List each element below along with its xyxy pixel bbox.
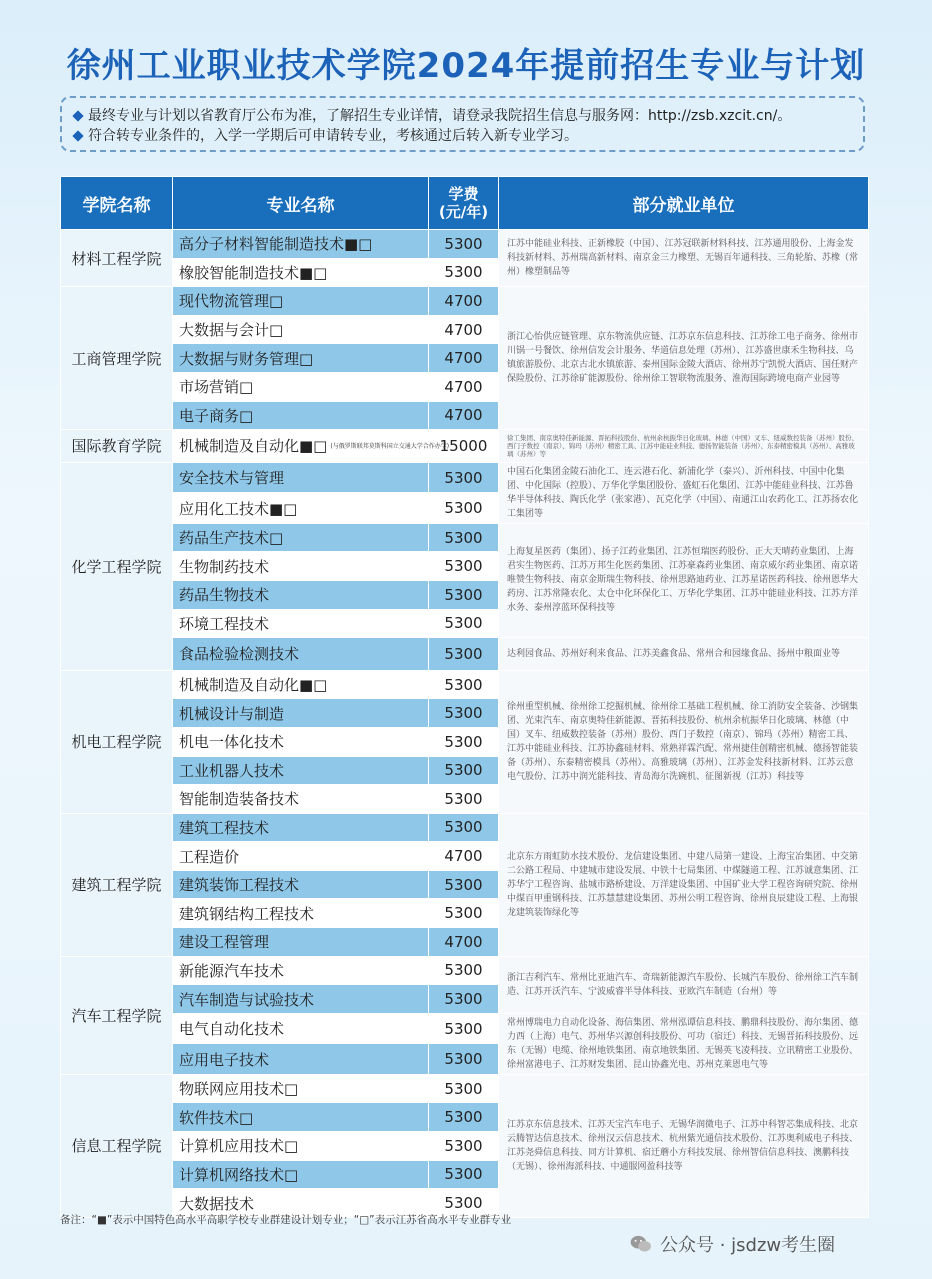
major-cell: 电子商务□ [173, 401, 429, 430]
table-row [61, 813, 869, 842]
fee-cell: 4700 [429, 372, 499, 401]
fee-cell: 4700 [429, 315, 499, 344]
fee-cell: 5300 [429, 785, 499, 814]
diamond-bullet-icon [72, 110, 83, 121]
employers-cell: 徐工集团、南京奥特佳新能源、晋拓科技股份、杭州余杭振华日化玻璃、林德（中国）叉车、纽威数控装备（苏州）股份、西门子数控（南京）、锦玛（苏州）精密工具、江苏中能硅业科技、德扬智能装备（苏州）、东泰精密模具（苏州）、高雅玻璃（苏州）等 [499, 430, 869, 463]
major-cell: 建筑钢结构工程技术 [173, 899, 429, 928]
college-cell: 国际教育学院 [61, 430, 173, 463]
major-cell: 大数据技术 [173, 1189, 429, 1218]
major-cell: 现代物流管理□ [173, 287, 429, 316]
table-row [61, 462, 869, 493]
fee-cell: 5300 [429, 699, 499, 728]
watermark [630, 1231, 835, 1257]
header-major: 专业名称 [173, 177, 429, 230]
college-cell: 建筑工程学院 [61, 813, 173, 956]
wechat-icon [630, 1235, 652, 1253]
notice-box [60, 96, 865, 152]
major-note: (与俄罗斯联邦莫斯科国立交通大学合作办学) [330, 443, 450, 451]
fee-cell: 5300 [429, 670, 499, 699]
major-cell: 建设工程管理 [173, 928, 429, 957]
major-cell: 新能源汽车技术 [173, 956, 429, 985]
employers-cell: 上海复星医药（集团）、扬子江药业集团、江苏恒瑞医药股份、正大天晴药业集团、上海君实生物医药、江苏万邦生化医药集团、江苏豪森药业集团、南京威尔药业集团、南京诺唯赞生物科技、南京金斯瑞生物科技、徐州思路迪药业、江苏星诺医药科技、徐州恩华大药房、江苏常隆农化、太仓中化环保化工、万华化学集团、江苏中能硅业科技、江苏方洋水务、泰州淳蓝环保科技等 [499, 523, 869, 637]
fee-cell: 5300 [429, 899, 499, 928]
major-cell: 物联网应用技术□ [173, 1074, 429, 1103]
major-cell: 计算机网络技术□ [173, 1160, 429, 1189]
major-cell [173, 430, 450, 463]
employers-cell: 常州博瑞电力自动化设备、海信集团、常州泓谭信息科技、鹏鼎科技股份、海尔集团、德力西（上海）电气、苏州华兴源创科技股份、可功（宿迁）科技、无锡晋拓科技股份、远东（无锡）电缆、徐州地铁集团、南京地铁集团、无锡英飞凌科技、立讯精密工业股份、徐州富港电子、江苏财发集团、昆山协鑫光电、苏州克莱恩电气等 [499, 1013, 869, 1074]
header-employers: 部分就业单位 [499, 177, 869, 230]
college-cell: 化学工程学院 [61, 462, 173, 670]
header-fee-line2: (元/年) [438, 203, 489, 221]
fee-cell: 5300 [429, 1074, 499, 1103]
fee-cell: 5300 [429, 985, 499, 1014]
fee-cell: 5300 [429, 580, 499, 609]
major-cell: 应用化工技术■□ [173, 493, 429, 524]
fee-cell: 5300 [429, 756, 499, 785]
fee-cell: 5300 [429, 1189, 499, 1218]
fee-cell: 5300 [429, 1132, 499, 1161]
major-cell: 机械制造及自动化■□ [173, 670, 429, 699]
major-cell: 食品检验检测技术 [173, 638, 429, 671]
fee-cell: 15000 [429, 430, 499, 463]
major-cell: 电气自动化技术 [173, 1013, 429, 1044]
table-row [61, 430, 869, 463]
major-cell: 橡胶智能制造技术■□ [173, 258, 429, 287]
table-row [61, 638, 869, 671]
table-row [61, 523, 869, 552]
major-name: 机械制造及自动化■□ [179, 437, 328, 456]
notice-text-2: 符合转专业条件的，入学一学期后可申请转专业，考核通过后转入新专业学习。 [88, 128, 578, 144]
fee-cell: 5300 [429, 230, 499, 259]
fee-cell: 5300 [429, 813, 499, 842]
fee-cell: 4700 [429, 287, 499, 316]
employers-cell: 中国石化集团金陵石油化工、连云港石化、新浦化学（泰兴）、沂州科技、中国中化集团、中化国际（控股）、万华化学集团股份、盛虹石化集团、江苏中能硅业科技、江苏鲁华半导体科技、陶氏化学（张家港）、瓦克化学（中国）、南通江山农药化工、江苏扬农化工集团等 [499, 462, 869, 523]
table-row [61, 230, 869, 259]
table-row [61, 287, 869, 316]
major-cell: 环境工程技术 [173, 609, 429, 638]
watermark-text: 公众号 · jsdzw考生圈 [660, 1235, 836, 1256]
major-cell: 计算机应用技术□ [173, 1132, 429, 1161]
fee-cell: 4700 [429, 344, 499, 373]
notice-text-1: 最终专业与计划以省教育厅公布为准，了解招生专业详情，请登录我院招生信息与服务网：http://zsb.xzcit.cn/。 [88, 108, 792, 124]
major-cell: 软件技术□ [173, 1103, 429, 1132]
college-cell: 工商管理学院 [61, 287, 173, 430]
fee-cell: 5300 [429, 1160, 499, 1189]
major-cell: 大数据与会计□ [173, 315, 429, 344]
employers-cell: 浙江吉利汽车、常州比亚迪汽车、奇瑞新能源汽车股份、长城汽车股份、徐州徐工汽车制造、江苏开沃汽车、宁波威睿半导体科技、亚欧汽车制造（台州）等 [499, 956, 869, 1013]
fee-cell: 5300 [429, 552, 499, 581]
major-cell: 应用电子技术 [173, 1044, 429, 1075]
footnote: 备注：“■”表示中国特色高水平高职学校专业群建设计划专业；“□”表示江苏省高水平专业群专业 [60, 1214, 512, 1226]
major-cell: 市场营销□ [173, 372, 429, 401]
major-cell: 智能制造装备技术 [173, 785, 429, 814]
diamond-bullet-icon [72, 130, 83, 141]
college-cell: 机电工程学院 [61, 670, 173, 813]
major-cell: 工程造价 [173, 842, 429, 871]
fee-cell: 5300 [429, 727, 499, 756]
fee-cell: 4700 [429, 928, 499, 957]
notice-line-1 [74, 106, 851, 126]
header-college: 学院名称 [61, 177, 173, 230]
major-cell: 安全技术与管理 [173, 462, 429, 493]
fee-cell: 5300 [429, 956, 499, 985]
page-title: 徐州工业职业技术学院2024年提前招生专业与计划 [66, 46, 866, 86]
major-cell: 高分子材料智能制造技术■□ [173, 230, 429, 259]
major-cell: 药品生产技术□ [173, 523, 429, 552]
fee-cell: 5300 [429, 638, 499, 671]
header-fee-line1: 学费 [448, 185, 479, 203]
major-cell: 大数据与财务管理□ [173, 344, 429, 373]
major-cell: 药品生物技术 [173, 580, 429, 609]
employers-cell: 浙江心怡供应链管理、京东物流供应链、江苏京东信息科技、江苏徐工电子商务、徐州市川锅一号餐饮、徐州信发会计服务、华道信息处理（苏州）、江苏盛世康禾生物科技、乌镇旅游股份、北京古北水镇旅游、泰州国际金陵大酒店、徐州苏宁凯悦大酒店、国任财产保险股份、江苏徐矿能源股份、徐州徐工智联物流服务、淮海国际跨境电商产业园等 [499, 287, 869, 430]
employers-cell: 江苏中能硅业科技、正新橡胶（中国）、江苏冠联新材料科技、江苏通用股份、上海金发科技新材料、苏州瑞高新材料、南京金三力橡塑、无锡百年通科技、三角轮胎、苏橡（常州）橡塑制品等 [499, 230, 869, 287]
employers-cell: 达利园食品、苏州好利来食品、江苏美鑫食品、常州合和园缘食品、扬州中粮面业等 [499, 638, 869, 671]
fee-cell: 5300 [429, 1013, 499, 1044]
header-fee [429, 177, 499, 230]
fee-cell: 5300 [429, 609, 499, 638]
notice-line-2 [74, 126, 851, 146]
major-cell: 工业机器人技术 [173, 756, 429, 785]
major-cell: 汽车制造与试验技术 [173, 985, 429, 1014]
fee-cell: 4700 [429, 842, 499, 871]
major-cell: 机械设计与制造 [173, 699, 429, 728]
table-row [61, 956, 869, 985]
fee-cell: 5300 [429, 493, 499, 524]
table-row [61, 670, 869, 699]
table-header-row [61, 177, 869, 230]
fee-cell: 5300 [429, 258, 499, 287]
fee-cell: 5300 [429, 870, 499, 899]
fee-cell: 5300 [429, 462, 499, 493]
fee-cell: 5300 [429, 1103, 499, 1132]
employers-cell: 北京东方雨虹防水技术股份、龙信建设集团、中建八局第一建设、上海宝冶集团、中交第二公路工程局、中建城市建设发展、中铁十七局集团、中煤隧道工程、江苏诚意集团、江苏华宁工程咨询、盐城市路桥建设、万洋建设集团、中国矿业大学工程咨询研究院、徐州中煤百甲重钢科技、江苏慧慧建设集团、苏州公明工程咨询、徐州良辰建设工程、上海银龙建筑装饰绿化等 [499, 813, 869, 956]
table-row [61, 1074, 869, 1103]
fee-cell: 5300 [429, 1044, 499, 1075]
enrollment-table [60, 176, 869, 1218]
major-cell: 建筑装饰工程技术 [173, 870, 429, 899]
fee-cell: 4700 [429, 401, 499, 430]
college-cell: 材料工程学院 [61, 230, 173, 287]
employers-cell: 江苏京东信息技术、江苏天宝汽车电子、无锡华润微电子、江苏中科智芯集成科技、北京云腾智达信息技术、徐州汉云信息技术、杭州紫光通信技术股份、江苏奥利威电子科技、江苏尧舜信息科技、同方计算机、宿迁蘑小方科技发展、徐州智信信息科技、澳鹏科技（无锡）、徐州海派科技、中通服网盈科技等 [499, 1074, 869, 1217]
college-cell: 汽车工程学院 [61, 956, 173, 1074]
employers-cell: 徐州重型机械、徐州徐工挖掘机械、徐州徐工基础工程机械、徐工消防安全装备、沙钢集团、光束汽车、南京奥特佳新能源、晋拓科技股份、杭州余杭振华日化玻璃、林德（中国）叉车、纽威数控装备（苏州）股份、西门子数控（南京）、锦玛（苏州）精密工具、江苏中能硅业科技、江苏协鑫硅材料、常熟祥霖汽配、常州捷佳创精密机械、德扬智能装备（苏州）、东泰精密模具（苏州）、高雅玻璃（苏州）、江苏金发科技新材料、江苏云意电气股份、江苏中润光能科技、青岛海尔洗碗机、征图新视（江苏）科技等 [499, 670, 869, 813]
major-cell: 生物制药技术 [173, 552, 429, 581]
major-cell: 机电一体化技术 [173, 727, 429, 756]
table-row [61, 1013, 869, 1044]
college-cell: 信息工程学院 [61, 1074, 173, 1217]
major-cell: 建筑工程技术 [173, 813, 429, 842]
fee-cell: 5300 [429, 523, 499, 552]
